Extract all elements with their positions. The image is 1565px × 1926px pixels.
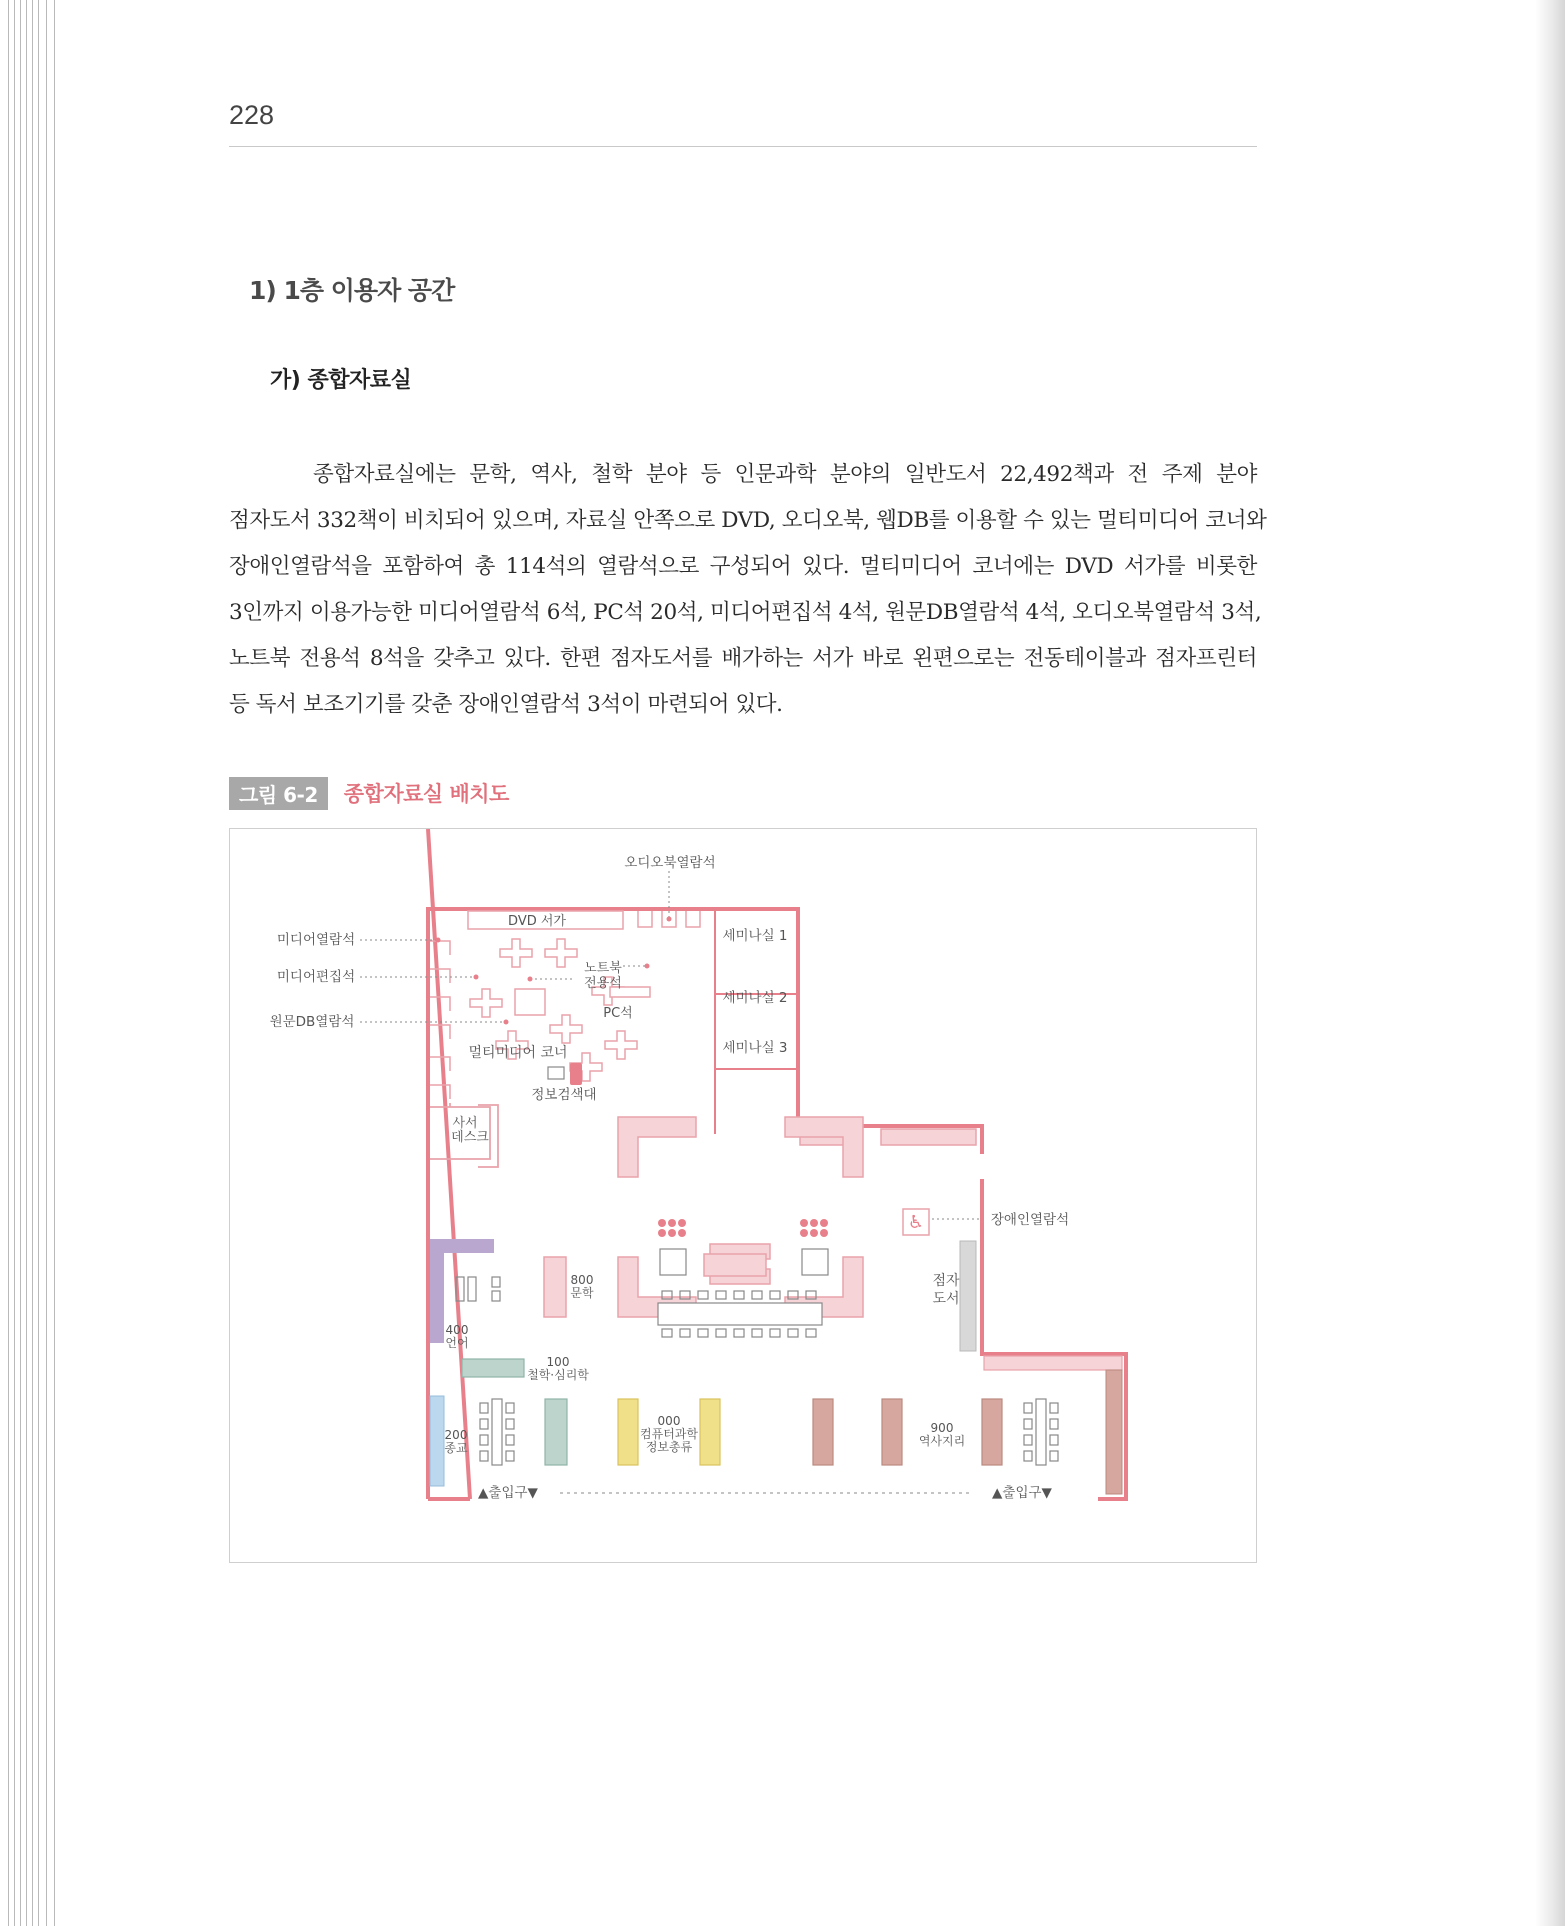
shelf-100 xyxy=(462,1359,524,1377)
braille-shelf xyxy=(960,1241,976,1351)
librarian-label-1: 사서 xyxy=(452,1116,478,1131)
chair-dots xyxy=(658,1219,828,1237)
shelf-right-top xyxy=(984,1356,1122,1370)
c400-num: 400 xyxy=(445,1323,469,1337)
shelf-400 xyxy=(430,1239,444,1343)
shelf-900 xyxy=(982,1399,1002,1465)
counter xyxy=(881,1129,976,1145)
seminar-3-label: 세미나실 3 xyxy=(722,1040,788,1056)
media-seat-label: 미디어열람석 xyxy=(276,932,356,948)
audiobook-label: 오디오북열람석 xyxy=(624,855,716,871)
body-line: 종합자료실에는 문학, 역사, 철학 분야 등 인문과학 분야의 일반도서 22,492책과 전 주제 분야 xyxy=(313,462,1257,487)
book-page-edges xyxy=(0,0,60,1926)
sub-heading: 가) 종합자료실 xyxy=(270,368,412,393)
entrance-right: ▲출입구▼ xyxy=(992,1485,1052,1501)
kiosk-icon xyxy=(570,1063,582,1085)
info-search-label: 정보검색대 xyxy=(531,1087,597,1103)
c900-num: 900 xyxy=(930,1421,954,1435)
body-line: 등 독서 보조기기를 갖춘 장애인열람석 3석이 마련되어 있다. xyxy=(229,692,783,717)
page-number: 228 xyxy=(229,100,275,130)
c000-name-1: 컴퓨터과학 xyxy=(640,1427,698,1441)
c900-name: 역사지리 xyxy=(918,1434,966,1448)
shelf-100b xyxy=(545,1399,567,1465)
marker-dot xyxy=(528,977,533,982)
table-with-chairs xyxy=(1024,1399,1058,1465)
square-table xyxy=(802,1249,828,1275)
floor-plan-figure xyxy=(229,828,1257,1563)
figure-caption xyxy=(229,779,509,807)
section-heading: 1) 1층 이용자 공간 xyxy=(249,276,455,305)
wheelchair-glyph: ♿ xyxy=(907,1212,925,1233)
marker-dot xyxy=(436,938,441,943)
c800-num: 800 xyxy=(570,1273,594,1287)
c000-name-2: 정보총류 xyxy=(645,1440,693,1454)
shelf-900 xyxy=(813,1399,833,1465)
floor-plan xyxy=(230,829,1256,1562)
dvd-shelf-label: DVD 서가 xyxy=(508,914,566,929)
raw-db-label: 원문DB열람석 xyxy=(269,1014,355,1030)
pc-label: PC석 xyxy=(603,1006,633,1021)
computer-icon xyxy=(548,1067,564,1079)
librarian-label-2: 데스크 xyxy=(451,1130,489,1145)
shelf-800 xyxy=(544,1257,566,1317)
marker-dot xyxy=(474,975,479,980)
seminar-2-label: 세미나실 2 xyxy=(722,990,788,1006)
shelf-000 xyxy=(618,1399,638,1465)
body-line: 노트북 전용석 8석을 갖추고 있다. 한편 점자도서를 배가하는 서가 바로 왼편으로는 전동테이블과 점자프린터 xyxy=(229,646,1257,671)
body-line: 3인까지 이용가능한 미디어열람석 6석, PC석 20석, 미디어편집석 4석, 원문DB열람석 4석, 오디오북열람석 3석, xyxy=(229,600,1262,625)
square-table xyxy=(660,1249,686,1275)
marker-dot xyxy=(504,1020,509,1025)
braille-label-2: 도서 xyxy=(932,1291,960,1307)
table-with-chairs xyxy=(480,1399,514,1465)
notebook-label-1: 노트북 xyxy=(584,961,622,976)
header-rule xyxy=(229,146,1257,147)
notebook-label-2: 전용석 xyxy=(584,976,622,991)
multimedia-label: 멀티미디어 코너 xyxy=(468,1045,568,1061)
shelf-right xyxy=(1106,1370,1122,1494)
shelf-900 xyxy=(882,1399,902,1465)
c400-name: 언어 xyxy=(445,1336,469,1350)
entrance-left: ▲출입구▼ xyxy=(478,1485,538,1501)
figure-title: 종합자료실 배치도 xyxy=(343,782,509,806)
figure-label: 그림 6-2 xyxy=(229,777,328,810)
disabled-seat-label: 장애인열람석 xyxy=(990,1212,1070,1228)
body-line: 점자도서 332책이 비치되어 있으며, 자료실 안쪽으로 DVD, 오디오북, 웹DB를 이용할 수 있는 멀티미디어 코너와 xyxy=(229,508,1267,533)
c800-name: 문학 xyxy=(570,1286,594,1300)
study-seats xyxy=(456,1277,500,1301)
c000-num: 000 xyxy=(657,1414,681,1428)
c200-name: 종교 xyxy=(444,1441,468,1455)
shelf-000 xyxy=(700,1399,720,1465)
c100-name: 철학·심리학 xyxy=(527,1368,589,1382)
c100-num: 100 xyxy=(546,1355,570,1369)
reading-tables xyxy=(618,1117,863,1317)
long-table xyxy=(658,1303,822,1325)
media-edit-label: 미디어편집석 xyxy=(276,969,356,985)
marker-dot xyxy=(667,917,672,922)
seminar-1-label: 세미나실 1 xyxy=(722,928,788,944)
page-shadow xyxy=(1535,0,1565,1926)
media-table xyxy=(515,989,545,1015)
seminar-walls xyxy=(715,911,796,1134)
body-paragraph xyxy=(229,452,1267,728)
c200-num: 200 xyxy=(444,1428,468,1442)
braille-label-1: 점자 xyxy=(932,1273,960,1289)
center-table xyxy=(704,1254,766,1276)
body-line: 장애인열람석을 포함하여 총 114석의 열람석으로 구성되어 있다. 멀티미디어 코너에는 DVD 서가를 비롯한 xyxy=(229,554,1257,579)
shelf-200 xyxy=(430,1396,444,1486)
